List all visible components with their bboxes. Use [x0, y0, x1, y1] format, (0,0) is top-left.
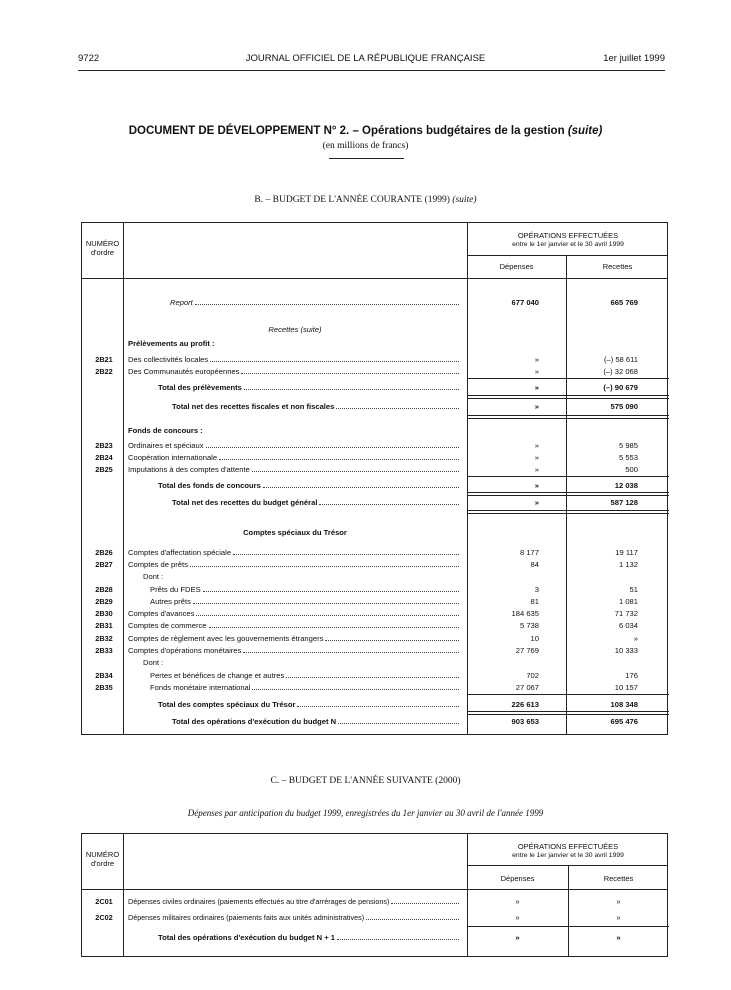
- table-row: [82, 559, 667, 570]
- row-code: 2B29: [95, 597, 113, 606]
- row-recettes: »: [616, 913, 621, 922]
- row-label: Pertes et bénéfices de change et autres: [150, 671, 285, 680]
- table-row: [82, 354, 667, 365]
- row-label: Dépenses civiles ordinaires (paiements effectués au titre d'arrérages de pensions): [128, 897, 390, 906]
- comptes-speciaux-heading: Comptes spéciaux du Trésor: [243, 528, 347, 537]
- total-row: [82, 699, 667, 710]
- col-depenses-header: Dépenses: [500, 874, 535, 883]
- section-b-heading-suite: (suite): [452, 195, 477, 205]
- row-code: 2B33: [95, 646, 113, 655]
- row-recettes: (–) 90 679: [603, 383, 638, 392]
- row-code: 2B30: [95, 609, 113, 618]
- row-depenses: »: [534, 453, 539, 462]
- row-label: Comptes d'opérations monétaires: [128, 646, 242, 655]
- row-code: 2B27: [95, 560, 113, 569]
- table-row: [82, 912, 667, 923]
- document-title: [0, 125, 731, 137]
- section-c-heading: C. – BUDGET DE L'ANNÉE SUIVANTE (2000): [270, 776, 461, 786]
- row-label: Total des opérations d'exécution du budget N + 1: [158, 933, 335, 942]
- table-row: [82, 645, 667, 656]
- row-code: 2B23: [95, 441, 113, 450]
- title-main: DOCUMENT DE DÉVELOPPEMENT N° 2. – Opérations budgétaires de la gestion: [128, 125, 565, 137]
- section-b-heading: [0, 195, 731, 205]
- row-label: Dépenses militaires ordinaires (paiements faits aux unités administratives): [128, 913, 365, 922]
- row-depenses: 5 738: [519, 621, 539, 630]
- row-recettes: »: [616, 897, 621, 906]
- row-code: 2B34: [95, 671, 113, 680]
- table-row: [82, 596, 667, 607]
- row-recettes: 1 132: [618, 560, 638, 569]
- row-label: Total des prélèvements: [158, 383, 242, 392]
- row-depenses: 184 635: [511, 609, 539, 618]
- section-c-subheading: Dépenses par anticipation du budget 1999, enregistrées du 1er janvier au 30 avril de l'année 1999: [187, 808, 544, 818]
- row-depenses: »: [515, 933, 520, 942]
- row-label: Total net des recettes fiscales et non fiscales: [172, 402, 335, 411]
- row-depenses: 702: [526, 671, 539, 680]
- row-label: Fonds monétaire international: [150, 683, 251, 692]
- row-recettes: 10 333: [614, 646, 638, 655]
- row-label: Total des opérations d'exécution du budget N: [172, 717, 337, 726]
- row-code: 2B21: [95, 355, 113, 364]
- row-recettes: 108 348: [610, 700, 638, 709]
- table-row: [82, 584, 667, 595]
- row-label: Total des fonds de concours: [158, 481, 261, 490]
- total-row: [82, 382, 667, 393]
- row-recettes: (–) 58 611: [603, 355, 638, 364]
- row-depenses: 3: [534, 585, 539, 594]
- row-depenses: »: [534, 383, 539, 392]
- row-recettes: 12 038: [614, 481, 638, 490]
- col-depenses-header: Dépenses: [499, 262, 534, 271]
- row-recettes: 71 732: [614, 609, 638, 618]
- row-depenses: »: [515, 897, 520, 906]
- row-label: Autres prêts: [150, 597, 191, 606]
- row-depenses: »: [515, 913, 520, 922]
- row-label: Prêts du FDES: [150, 585, 201, 594]
- row-depenses: »: [534, 355, 539, 364]
- total-row: [82, 932, 667, 943]
- title-suite: (suite): [567, 125, 603, 137]
- row-depenses: »: [534, 481, 539, 490]
- table-row: [82, 366, 667, 377]
- row-depenses: »: [534, 367, 539, 376]
- row-code: 2B28: [95, 585, 113, 594]
- row-depenses: »: [534, 498, 539, 507]
- table-row: [82, 670, 667, 681]
- header-rule: [78, 70, 665, 71]
- table-row: [82, 571, 667, 582]
- row-code: 2B24: [95, 453, 113, 462]
- row-recettes: 176: [625, 671, 638, 680]
- row-depenses: 226 613: [511, 700, 539, 709]
- row-code: 2B35: [95, 683, 113, 692]
- page-number: 9722: [78, 53, 100, 64]
- row-depenses: 10: [530, 634, 539, 643]
- row-depenses: 81: [530, 597, 539, 606]
- col-operations-title: OPÉRATIONS EFFECTUÉES: [517, 842, 619, 851]
- row-label: Dont :: [143, 658, 164, 667]
- col-operations-period: entre le 1er janvier et le 30 avril 1999: [512, 241, 624, 248]
- row-label: Imputations à des comptes d'attente: [128, 465, 250, 474]
- total-row: [82, 497, 667, 508]
- row-code: 2B22: [95, 367, 113, 376]
- recettes-suite-label: Recettes (suite): [268, 325, 322, 334]
- row-code: 2C02: [95, 913, 113, 922]
- table-row: [82, 682, 667, 693]
- row-recettes: 10 157: [614, 683, 638, 692]
- row-code: 2B25: [95, 465, 113, 474]
- table-row: [82, 657, 667, 668]
- col-operations-header: [467, 842, 669, 860]
- document-subtitle: (en millions de francs): [322, 141, 409, 151]
- row-label: Comptes d'avances: [128, 609, 195, 618]
- prelevements-heading: Prélèvements au profit :: [128, 339, 215, 348]
- col-numero-header: NUMÉRO d'ordre: [85, 239, 120, 257]
- row-label: Ordinaires et spéciaux: [128, 441, 204, 450]
- total-row: [82, 401, 667, 412]
- row-depenses: 903 653: [511, 717, 539, 726]
- table-row: [82, 608, 667, 619]
- table-budget-suivant: [81, 833, 668, 957]
- row-label: Total net des recettes du budget général: [172, 498, 318, 507]
- row-label: Coopération internationale: [128, 453, 218, 462]
- row-code: 2C01: [95, 897, 113, 906]
- row-depenses: »: [534, 465, 539, 474]
- row-depenses: 27 067: [515, 683, 539, 692]
- row-recettes: 575 090: [610, 402, 638, 411]
- row-recettes: 695 476: [610, 717, 638, 726]
- row-recettes: (–) 32 068: [603, 367, 638, 376]
- fonds-heading: Fonds de concours :: [128, 426, 203, 435]
- total-row: [82, 716, 667, 727]
- col-recettes-header: Recettes: [602, 262, 633, 271]
- row-depenses: »: [534, 441, 539, 450]
- row-label: Comptes de commerce: [128, 621, 207, 630]
- row-recettes: 51: [629, 585, 638, 594]
- total-row: [82, 480, 667, 491]
- col-operations-header: [467, 231, 669, 249]
- table-row: [82, 633, 667, 644]
- journal-title: JOURNAL OFFICIEL DE LA RÉPUBLIQUE FRANÇAISE: [245, 53, 486, 64]
- col-operations-period: entre le 1er janvier et le 30 avril 1999: [512, 852, 624, 859]
- table-row: [82, 464, 667, 475]
- row-label: Dont :: [143, 572, 164, 581]
- report-depenses: 677 040: [511, 298, 539, 307]
- row-depenses: »: [534, 402, 539, 411]
- row-recettes: 500: [625, 465, 638, 474]
- table-row: [82, 896, 667, 907]
- row-label: Total des comptes spéciaux du Trésor: [158, 700, 296, 709]
- table-row: [82, 620, 667, 631]
- issue-date: 1er juillet 1999: [603, 53, 665, 64]
- table-row: [82, 547, 667, 558]
- row-recettes: 19 117: [615, 548, 638, 557]
- report-recettes: 665 769: [610, 298, 638, 307]
- col-recettes-header: Recettes: [603, 874, 634, 883]
- report-row: [82, 297, 667, 308]
- row-label: Des Communautés européennes: [128, 367, 240, 376]
- row-recettes: 1 081: [618, 597, 638, 606]
- row-code: 2B31: [95, 621, 113, 630]
- row-recettes: »: [616, 933, 621, 942]
- row-label: Comptes de prêts: [128, 560, 188, 569]
- table-row: [82, 452, 667, 463]
- row-recettes: 5 553: [618, 453, 638, 462]
- col-numero-header: NUMÉRO d'ordre: [85, 850, 120, 868]
- row-recettes: 6 034: [618, 621, 638, 630]
- row-code: 2B26: [95, 548, 113, 557]
- col-operations-title: OPÉRATIONS EFFECTUÉES: [517, 231, 619, 240]
- table-budget-courant: [81, 222, 668, 735]
- row-depenses: 84: [530, 560, 539, 569]
- row-depenses: 27 769: [515, 646, 539, 655]
- row-recettes: 587 128: [610, 498, 638, 507]
- row-label: Des collectivités locales: [128, 355, 209, 364]
- report-label: Report: [170, 298, 193, 307]
- row-depenses: 8 177: [519, 548, 539, 557]
- row-recettes: »: [633, 634, 638, 643]
- row-label: Comptes d'affectation spéciale: [128, 548, 232, 557]
- row-recettes: 5 985: [618, 441, 638, 450]
- row-label: Comptes de règlement avec les gouvernements étrangers: [128, 634, 324, 643]
- subtitle-rule: [329, 158, 404, 159]
- table-row: [82, 440, 667, 451]
- section-b-heading-text: B. – BUDGET DE L'ANNÉE COURANTE (1999): [254, 195, 450, 205]
- row-code: 2B32: [95, 634, 113, 643]
